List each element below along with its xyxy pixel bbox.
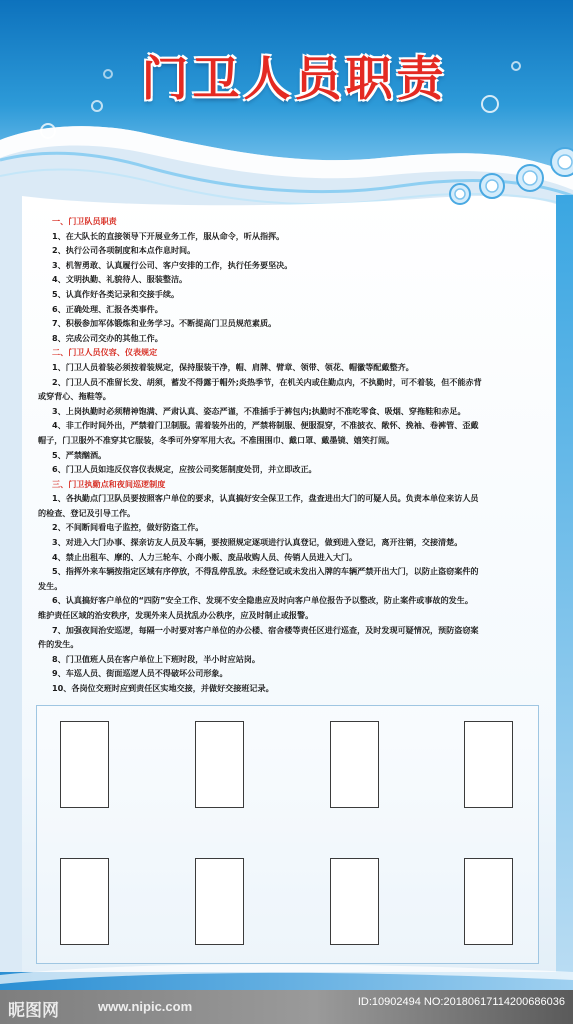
photo-slot bbox=[330, 858, 379, 945]
photo-slot bbox=[195, 858, 244, 945]
duty-item bbox=[38, 302, 546, 317]
duty-item bbox=[38, 491, 546, 520]
duty-item bbox=[38, 564, 546, 593]
duties-content bbox=[38, 214, 546, 696]
duty-item bbox=[38, 462, 546, 477]
photo-slot bbox=[195, 721, 244, 808]
duty-item-line: 4、文明执勤、礼貌待人、服装整洁。 bbox=[52, 274, 188, 285]
duty-item bbox=[38, 360, 546, 375]
duty-item bbox=[38, 418, 546, 447]
duty-item-line: 7、加强夜间治安巡逻，每隔一小时要对客户单位的办公楼、宿舍楼等责任区进行巡查，及时发现可疑情况，预防盗窃案 bbox=[52, 624, 479, 635]
duty-item bbox=[38, 448, 546, 463]
duty-item-line: 帽子，门卫服外不准穿其它服装，冬季可外穿军用大衣。不准围围巾、戴口罩、戴墨镜、嬉笑打闹。 bbox=[38, 434, 395, 445]
photo-slot bbox=[464, 721, 513, 808]
duty-item bbox=[38, 316, 546, 331]
photo-slot bbox=[60, 858, 109, 945]
duty-item-line: 2、执行公司各项制度和本点作息时间。 bbox=[52, 245, 196, 256]
duty-item-line: 的检查、登记及引导工作。 bbox=[38, 507, 136, 518]
duty-item-line: 5、指挥外来车辆按指定区域有序停放，不得乱停乱放。未经登记或未发出入牌的车辆严禁开出大门，以防止盗窃案件的 bbox=[52, 566, 479, 577]
section-heading: 一、门卫队员职责 bbox=[52, 216, 117, 226]
duty-item bbox=[38, 652, 546, 667]
duty-item-line: 8、门卫值班人员在客户单位上下班时段，半小时应站岗。 bbox=[52, 653, 260, 664]
duty-item-line: 件的发生。 bbox=[38, 639, 79, 650]
duty-item bbox=[38, 375, 546, 404]
duty-item bbox=[38, 666, 546, 681]
duty-item-line: 3、对进入大门办事、探亲访友人员及车辆，要按照规定逐项进行认真登记，做到进入登记，离开注销，交接清楚。 bbox=[52, 537, 463, 548]
duty-item-line: 6、门卫人员如违反仪容仪表规定，应按公司奖惩制度处罚，并立即改正。 bbox=[52, 464, 317, 475]
duty-item-line: 1、各执勤点门卫队员要按照客户单位的要求，认真搞好安全保卫工作，盘查进出大门的可疑人员。负责本单位来访人员 bbox=[52, 493, 479, 504]
duty-item bbox=[38, 272, 546, 287]
duty-item bbox=[38, 623, 546, 652]
duty-item-line: 6、正确处理、汇报各类事件。 bbox=[52, 303, 163, 314]
duty-item-line: 或穿背心、拖鞋等。 bbox=[38, 391, 111, 402]
duty-item-line: 6、认真搞好客户单位的“四防”安全工作、发现不安全隐患应及时向客户单位报告予以整改，防止案件或事故的发生。 bbox=[52, 595, 473, 606]
watermark-url: www.nipic.com bbox=[98, 999, 193, 1014]
duty-item bbox=[38, 331, 546, 346]
duty-item-line: 1、门卫人员着装必须按着装规定，保持服装干净，帽、肩牌、臂章、领带、领花、帽徽等配戴整齐。 bbox=[52, 361, 414, 372]
duty-item-line: 10、各岗位交班时应到责任区实地交接，并做好交接班记录。 bbox=[52, 683, 274, 693]
duty-item bbox=[38, 258, 546, 273]
duty-item-line: 4、禁止出租车、摩的、人力三轮车、小商小贩、废品收购人员、传销人员进入大门。 bbox=[52, 551, 358, 562]
duty-item bbox=[38, 229, 546, 244]
duty-item bbox=[38, 550, 546, 565]
duty-item-line: 3、机智勇敢、认真履行公司、客户安排的工作，执行任务要坚决。 bbox=[52, 259, 293, 270]
photo-slot bbox=[60, 721, 109, 808]
duty-item-line: 2、不间断间看电子监控，做好防盗工作。 bbox=[52, 522, 204, 533]
duty-item-line: 4、非工作时间外出，严禁着门卫制服。需着装外出的，严禁将制服、便服混穿，不准披衣、敞怀、挽袖、卷裤管、歪戴 bbox=[52, 420, 479, 431]
page-title: 门卫人员职责 bbox=[141, 52, 448, 107]
duty-item-line: 8、完成公司交办的其他工作。 bbox=[52, 332, 163, 343]
duty-item bbox=[38, 681, 546, 696]
duty-item-line: 5、严禁酗酒。 bbox=[52, 449, 107, 460]
duty-item bbox=[38, 287, 546, 302]
photo-slot bbox=[330, 721, 379, 808]
duty-item bbox=[38, 535, 546, 550]
duty-item-line: 2、门卫人员不准留长发、胡须，蓄发不得露于帽外;炎热季节，在机关内或住勤点内，不执勤时，可不着装，但不能赤背 bbox=[52, 376, 482, 387]
watermark-logo: 昵图网 bbox=[8, 1001, 59, 1021]
duty-item-line: 9、车巡人员、街面巡逻人员不得破坏公司形象。 bbox=[52, 668, 228, 679]
duty-item-line: 3、上岗执勤时必须精神饱满、严肃认真、姿态严谨，不准插手于裤包内;执勤时不准吃零食、吸烟、穿拖鞋和赤足。 bbox=[52, 405, 466, 416]
photo-frame bbox=[36, 705, 539, 964]
duty-item-line: 维护责任区域的治安秩序，发现外来人员扰乱办公秩序，应及时制止或报警。 bbox=[38, 610, 314, 621]
duty-item-line: 1、在大队长的直接领导下开展业务工作，服从命令，听从指挥。 bbox=[52, 230, 285, 241]
duty-item bbox=[38, 243, 546, 258]
photo-slot bbox=[464, 858, 513, 945]
duty-item-line: 5、认真作好各类记录和交接手续。 bbox=[52, 288, 180, 299]
section-heading: 三、门卫执勤点和夜间巡逻制度 bbox=[52, 478, 166, 489]
watermark-id: ID:10902494 NO:20180617114200686036 bbox=[357, 996, 565, 1008]
duty-item-line: 发生。 bbox=[38, 580, 63, 591]
duty-item bbox=[38, 593, 546, 622]
section-heading: 二、门卫人员仪容、仪表规定 bbox=[52, 347, 158, 358]
duty-item bbox=[38, 404, 546, 419]
duty-item bbox=[38, 520, 546, 535]
duty-item-line: 7、积极参加军体锻炼和业务学习。不断提高门卫员规范素质。 bbox=[52, 318, 277, 329]
